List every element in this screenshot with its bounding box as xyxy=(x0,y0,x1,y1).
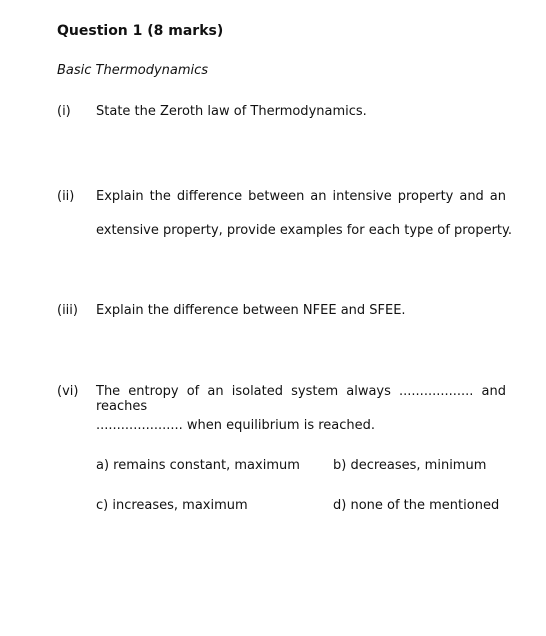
item-number-vi: (vi) xyxy=(57,384,79,399)
question-title: Question 1 (8 marks) xyxy=(57,23,224,39)
option-d: d) none of the mentioned xyxy=(333,498,500,513)
question-subtitle: Basic Thermodynamics xyxy=(57,63,209,78)
item-number-i: (i) xyxy=(57,104,71,119)
option-a: a) remains constant, maximum xyxy=(96,458,300,473)
item-text-i: State the Zeroth law of Thermodynamics. xyxy=(96,104,367,119)
item-number-iii: (iii) xyxy=(57,303,78,318)
item-number-ii: (ii) xyxy=(57,189,75,204)
item-text-ii-line-1: Explain the difference between an intensive property and an xyxy=(96,189,506,204)
item-text-vi-line-2: ..................... when equilibrium is reached. xyxy=(96,418,376,433)
option-c: c) increases, maximum xyxy=(96,498,248,513)
option-b: b) decreases, minimum xyxy=(333,458,487,473)
item-text-iii: Explain the difference between NFEE and SFEE. xyxy=(96,303,406,318)
item-text-ii-line-2: extensive property, provide examples for each type of property. xyxy=(96,223,512,238)
item-text-vi-line-1: The entropy of an isolated system always .................. and reaches xyxy=(96,384,506,414)
